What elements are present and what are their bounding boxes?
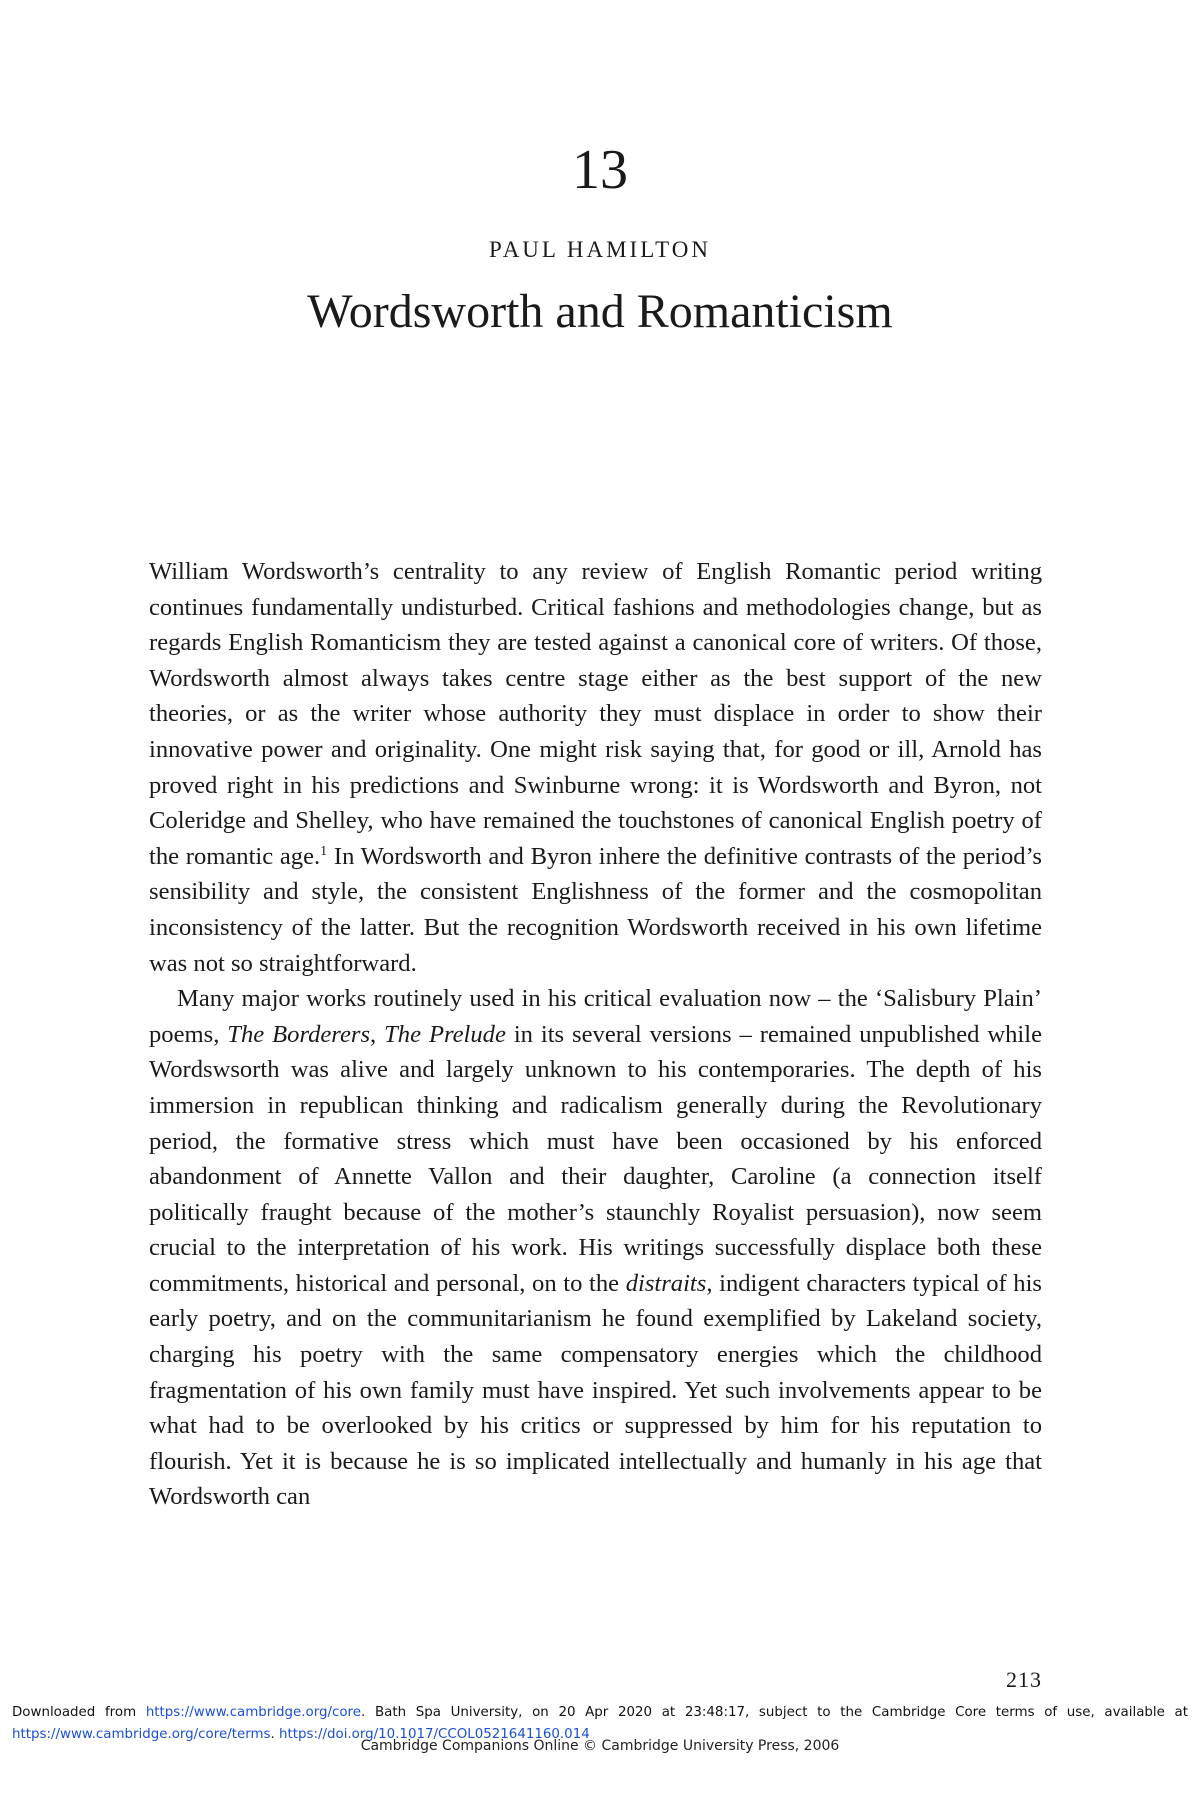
terms-link[interactable]: https://www.cambridge.org/core/terms xyxy=(12,1727,271,1742)
download-notice-separator: . xyxy=(270,1727,279,1742)
download-notice-text: Downloaded from xyxy=(12,1705,146,1720)
chapter-author: PAUL HAMILTON xyxy=(489,237,711,262)
paragraph-2-text: , indigent characters typical of his early poetry, and on the communitarianism he found exemplified by Lakeland society, charging his poetry with the same compensatory energies which the childhood fragmentation of his own family must have inspired. Yet such involvements appear to be what had to be overlooked by his critics or suppressed by him for his reputation to flourish. Yet it is because he is so implicated intellectually and humanly in his age that Wordsworth can xyxy=(149,1269,1043,1511)
work-title-prelude: The Prelude xyxy=(384,1020,506,1048)
cambridge-core-link[interactable]: https://www.cambridge.org/core xyxy=(145,1705,362,1720)
paragraph-2-text: , xyxy=(370,1020,385,1048)
download-notice-text: . Bath Spa University, on 20 Apr 2020 at 23:48:17, subject to the Cambridge Core terms of use, available at xyxy=(361,1705,1188,1720)
page-number: 213 xyxy=(1006,1667,1042,1692)
paragraph-2-text: Many major works routinely used in his critical evaluation now – the ‘Salisbury Plain’ poems, xyxy=(149,985,1042,1048)
publisher-copyright: Cambridge Companions Online © Cambridge University Press, 2006 xyxy=(360,1738,840,1754)
paragraph-2-text: in its several versions – remained unpublished while Wordswsorth was alive and largely unknown to his contemporaries. The depth of his immersion in republican thinking and radicalism generally during the Revolutionary period, the formative stress which must have been occasioned by his enforced abandonment of Annette Vallon and their daughter, Caroline (a connection itself politically fraught because of the mother’s staunchly Royalist persuasion), now seem crucial to the interpretation of his work. His writings successfully displace both these commitments, historical and personal, on to the xyxy=(149,1020,1042,1297)
work-title-borderers: The Borderers xyxy=(227,1020,371,1048)
chapter-body xyxy=(149,554,1042,1515)
chapter-title: Wordsworth and Romanticism xyxy=(307,285,893,338)
paragraph-1-text-continued: In Wordsworth and Byron inhere the definitive contrasts of the period’s sensibility and style, the consistent Englishness of the former and the cosmopolitan inconsistency of the latter. But the recognition Wordsworth received in his own lifetime was not so straightforward. xyxy=(149,842,1042,977)
paragraph-2 xyxy=(149,981,1042,1515)
paragraph-1 xyxy=(149,554,1042,981)
italic-term-distraits: distraits xyxy=(625,1269,707,1297)
chapter-number: 13 xyxy=(572,139,628,201)
footnote-ref-1[interactable]: 1 xyxy=(320,843,328,859)
paragraph-1-text: William Wordsworth’s centrality to any review of English Romantic period writing continues fundamentally undisturbed. Critical fashions and methodologies change, but as regards English Romanticism they are tested against a canonical core of writers. Of those, Wordsworth almost always takes centre stage either as the best support of the new theories, or as the writer whose authority they must displace in order to show their innovative power and originality. One might risk saying that, for good or ill, Arnold has proved right in his predictions and Swinburne wrong: it is Wordsworth and Byron, not Coleridge and Shelley, who have remained the touchstones of canonical English poetry of the romantic age. xyxy=(149,558,1042,870)
doi-link[interactable]: https://doi.org/10.1017/CCOL0521641160.014 xyxy=(279,1727,590,1742)
